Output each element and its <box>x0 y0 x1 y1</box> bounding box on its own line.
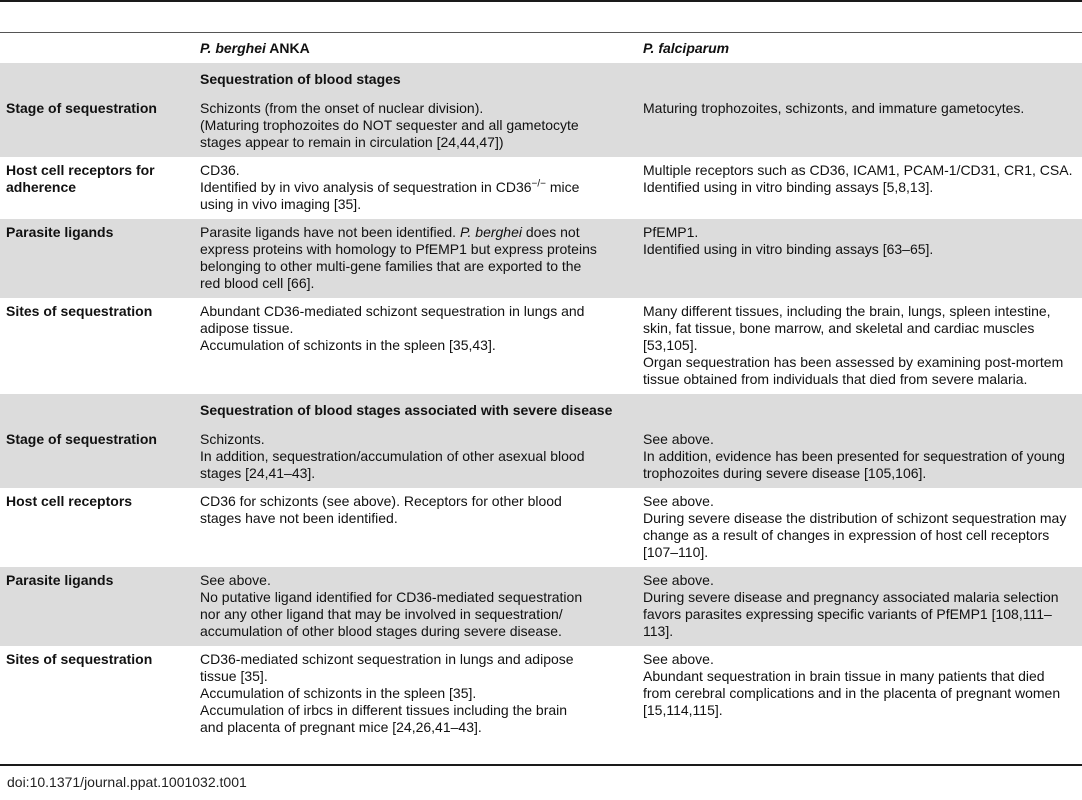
section-row <box>0 394 1082 426</box>
table-row <box>0 157 1082 219</box>
berghei-line: and placenta of pregnant mice [24,26,41–43]. <box>200 719 482 735</box>
falciparum-line: See above. <box>643 572 714 588</box>
falciparum-line: from cerebral complications and in the placenta of pregnant women <box>643 685 1061 701</box>
berghei-cell <box>197 426 640 488</box>
falciparum-line: Identified using in vitro binding assays [63–65]. <box>643 241 934 257</box>
berghei-line: stages appear to remain in circulation [24,44,47]) <box>200 134 504 150</box>
falciparum-cell <box>640 646 1082 742</box>
row-label: Parasite ligands <box>0 567 197 646</box>
knockout-superscript: −/− <box>531 178 546 190</box>
berghei-line: accumulation of other blood stages during severe disease. <box>200 623 562 639</box>
berghei-line: tissue [35]. <box>200 668 268 684</box>
falciparum-line: Multiple receptors such as CD36, ICAM1, PCAM-1/CD31, CR1, CSA. <box>643 162 1073 178</box>
row-label: Stage of sequestration <box>0 426 197 488</box>
falciparum-line: Organ sequestration has been assessed by examining post-mortem <box>643 354 1064 370</box>
row-label: Sites of sequestration <box>6 303 153 319</box>
falciparum-cell <box>640 488 1082 567</box>
berghei-line: (Maturing trophozoites do NOT sequester and all gametocyte <box>200 117 579 133</box>
table-top-rule <box>0 0 1082 2</box>
berghei-line: adipose tissue. <box>200 320 294 336</box>
berghei-line: CD36-mediated schizont sequestration in lungs and adipose <box>200 651 574 667</box>
berghei-line: In addition, sequestration/accumulation of other asexual blood <box>200 448 585 464</box>
falciparum-line: During severe disease and pregnancy associated malaria selection <box>643 589 1059 605</box>
doi-footer: doi:10.1371/journal.ppat.1001032.t001 <box>7 774 247 790</box>
berghei-line: No putative ligand identified for CD36-mediated sequestration <box>200 589 583 605</box>
berghei-line: belonging to other multi-gene families that are exported to the <box>200 258 582 274</box>
falciparum-line: trophozoites during severe disease [105,106]. <box>643 465 927 481</box>
falciparum-cell <box>640 298 1082 394</box>
berghei-cell <box>197 298 640 394</box>
berghei-cell <box>197 488 640 567</box>
falciparum-line: tissue obtained from individuals that died from severe malaria. <box>643 371 1028 387</box>
falciparum-line: During severe disease the distribution of schizont sequestration may <box>643 510 1067 526</box>
berghei-line: Accumulation of schizonts in the spleen [35,43]. <box>200 337 496 353</box>
table-header-row <box>0 33 1082 63</box>
header-col1 <box>0 33 197 63</box>
berghei-cell <box>197 219 640 298</box>
table-row <box>0 298 1082 394</box>
row-label: Host cell receptors <box>6 493 133 509</box>
row-label: Parasite ligands <box>0 219 197 298</box>
falciparum-line: Many different tissues, including the brain, lungs, spleen intestine, <box>643 303 1051 319</box>
falciparum-line: See above. <box>643 651 714 667</box>
falciparum-line: skin, fat tissue, bone marrow, and skeletal and cardiac muscles <box>643 320 1035 336</box>
berghei-line: nor any other ligand that may be involved in sequestration/ <box>200 606 563 622</box>
table-row <box>0 95 1082 157</box>
table-row <box>0 646 1082 742</box>
berghei-line: Parasite ligands have not been identified. P. berghei does not <box>200 224 580 240</box>
header-berghei <box>197 33 640 63</box>
header-falciparum: P. falciparum <box>643 39 730 56</box>
falciparum-line: [15,114,115]. <box>643 702 723 718</box>
falciparum-line: Abundant sequestration in brain tissue in many patients that died <box>643 668 1045 684</box>
falciparum-line: [107–110]. <box>643 544 709 560</box>
falciparum-line: In addition, evidence has been presented for sequestration of young <box>643 448 1065 464</box>
falciparum-line: 113]. <box>643 623 674 639</box>
falciparum-line: favors parasites expressing specific variants of PfEMP1 [108,111– <box>643 606 1052 622</box>
falciparum-line: change as a result of changes in expression of host cell receptors <box>643 527 1050 543</box>
berghei-line: CD36 for schizonts (see above). Receptors for other blood <box>200 493 562 509</box>
section-title: Sequestration of blood stages associated with severe disease <box>197 394 1082 426</box>
section-spacer <box>0 394 197 426</box>
berghei-cell <box>197 567 640 646</box>
falciparum-line: Maturing trophozoites, schizonts, and immature gametocytes. <box>643 100 1025 116</box>
table-row <box>0 567 1082 646</box>
berghei-line: Schizonts (from the onset of nuclear division). <box>200 100 484 116</box>
berghei-line: See above. <box>200 572 271 588</box>
berghei-line: stages have not been identified. <box>200 510 398 526</box>
berghei-line: using in vivo imaging [35]. <box>200 196 362 212</box>
falciparum-cell <box>640 157 1082 219</box>
berghei-cell <box>197 95 640 157</box>
berghei-line: stages [24,41–43]. <box>200 465 316 481</box>
falciparum-line: Identified using in vitro binding assays [5,8,13]. <box>643 179 934 195</box>
table-bottom-rule <box>0 764 1082 766</box>
row-label: Stage of sequestration <box>0 95 197 157</box>
table-row <box>0 219 1082 298</box>
berghei-line: CD36. <box>200 162 240 178</box>
sequestration-comparison-table <box>0 33 1082 742</box>
berghei-cell <box>197 646 640 742</box>
falciparum-line: [53,105]. <box>643 337 698 353</box>
falciparum-cell <box>640 95 1082 157</box>
berghei-line: Accumulation of schizonts in the spleen [35]. <box>200 685 477 701</box>
section-title: Sequestration of blood stages <box>197 63 1082 95</box>
berghei-cell <box>197 157 640 219</box>
berghei-line: red blood cell [66]. <box>200 275 315 291</box>
row-label: Sites of sequestration <box>6 651 153 667</box>
table-body <box>0 63 1082 742</box>
falciparum-line: See above. <box>643 431 714 447</box>
row-label: Host cell receptors for adherence <box>6 162 155 195</box>
header-berghei-strain: ANKA <box>265 39 310 56</box>
section-spacer <box>0 63 197 95</box>
section-row <box>0 63 1082 95</box>
berghei-line: Schizonts. <box>200 431 265 447</box>
falciparum-line: See above. <box>643 493 714 509</box>
falciparum-line: PfEMP1. <box>643 224 699 240</box>
berghei-line: Abundant CD36-mediated schizont sequestration in lungs and <box>200 303 585 319</box>
falciparum-cell <box>640 567 1082 646</box>
falciparum-cell <box>640 219 1082 298</box>
berghei-line: Accumulation of irbcs in different tissues including the brain <box>200 702 568 718</box>
table-row <box>0 426 1082 488</box>
berghei-line: express proteins with homology to PfEMP1 but express proteins <box>200 241 597 257</box>
berghei-line: Identified by in vivo analysis of sequestration in CD36−/− mice <box>200 178 580 195</box>
table-row <box>0 488 1082 567</box>
species-name: P. berghei <box>459 224 522 240</box>
header-berghei-species: P. berghei <box>200 39 266 56</box>
falciparum-cell <box>640 426 1082 488</box>
